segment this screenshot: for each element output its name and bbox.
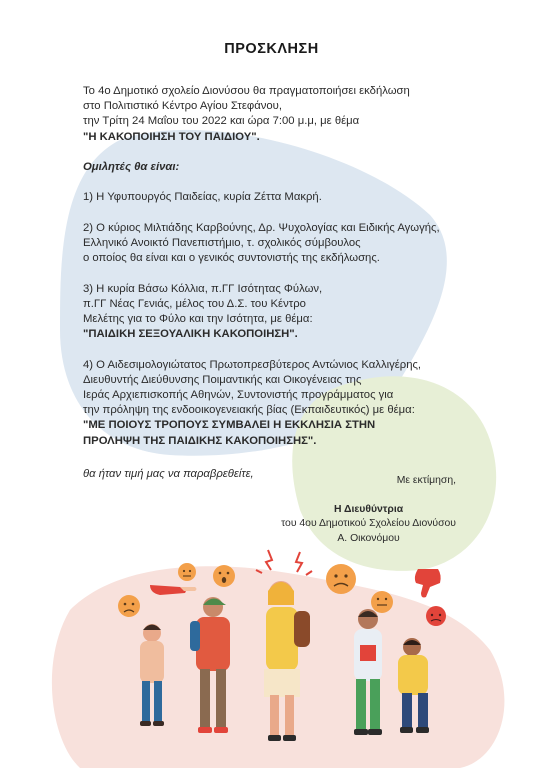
speaker-4-theme: "ΜΕ ΠΟΙΟΥΣ ΤΡΟΠΟΥΣ ΣΥΜΒΑΛΕΙ Η ΕΚΚΛΗΣΙΑ ΣΤΗΝ bbox=[83, 419, 376, 432]
angry-emoji-icon bbox=[178, 563, 196, 581]
child-figure-2 bbox=[190, 597, 230, 733]
speaker-4-line: Διευθυντής Διεύθυνσης Ποιμαντικής και Οικογένειας της bbox=[83, 373, 362, 386]
children-emotions-illustration bbox=[0, 535, 543, 768]
speakers-heading: Ομιλητές θα είναι: bbox=[83, 161, 180, 173]
event-theme: "Η ΚΑΚΟΠΟΙΗΣΗ ΤΟΥ ΠΑΙΔΙΟΥ". bbox=[83, 130, 260, 143]
speaker-1: 1) Η Υφυπουργός Παιδείας, κυρία Ζέττα Μακρή. bbox=[83, 191, 322, 204]
speaker-2-line: ο οποίος θα είναι και ο γενικός συντονιστής της εκδήλωσης. bbox=[83, 252, 380, 265]
speaker-4-theme: ΠΡΟΛΗΨΗ ΤΗΣ ΠΑΙΔΙΚΗΣ ΚΑΚΟΠΟΙΗΣΗΣ". bbox=[83, 434, 317, 447]
child-figure-5 bbox=[398, 638, 429, 733]
page-title: ΠΡΟΣΚΛΗΣΗ bbox=[224, 41, 319, 57]
regards-text: Με εκτίμηση, bbox=[396, 475, 456, 486]
signer-organization: του 4ου Δημοτικού Σχολείου Διονύσου bbox=[281, 518, 456, 530]
speaker-4-line: Ιεράς Αρχιεπισκοπής Αθηνών, Συντονιστής προγράμματος για bbox=[83, 388, 394, 401]
sad-emoji-icon bbox=[118, 595, 140, 617]
speaker-3-theme: "ΠΑΙΔΙΚΗ ΣΕΞΟΥΑΛΙΚΗ ΚΑΚΟΠΟΙΗΣΗ". bbox=[83, 328, 298, 341]
mad-emoji-icon bbox=[426, 606, 446, 626]
worried-emoji-icon bbox=[371, 591, 393, 613]
child-figure-3 bbox=[264, 581, 310, 741]
shock-lines-icon bbox=[256, 550, 312, 575]
invitation-body bbox=[83, 84, 503, 449]
shocked-emoji-icon bbox=[213, 565, 235, 587]
speaker-4-line: 4) Ο Αιδεσιμολογιώτατος Πρωτοπρεσβύτερος Αντώνιος Καλλιγέρης, bbox=[83, 358, 422, 371]
speaker-3-line: π.ΓΓ Νέας Γενιάς, μέλος του Δ.Σ. του Κέντρο bbox=[83, 297, 306, 310]
speaker-2-line: Ελληνικό Ανοικτό Πανεπιστήμιο, τ. σχολικός σύμβουλος bbox=[83, 236, 361, 249]
signer-role: Η Διευθύντρια bbox=[333, 503, 404, 515]
child-figure-4 bbox=[354, 609, 382, 735]
speaker-2-line: 2) Ο κύριος Μιλτιάδης Καρβούνης, Δρ. Ψυχολογίας και Ειδικής Αγωγής, bbox=[83, 221, 440, 234]
frown-emoji-icon bbox=[326, 564, 356, 594]
intro-line: στο Πολιτιστικό Κέντρο Αγίου Στεφάνου, bbox=[83, 100, 282, 113]
speaker-4-line: την πρόληψη της ενδοοικογενειακής βίας (Εκπαιδευτικός) με θέμα: bbox=[83, 404, 415, 417]
pointing-hand-icon bbox=[150, 585, 197, 595]
thumbs-down-icon bbox=[415, 569, 441, 598]
closing-line: θα ήταν τιμή μας να παραβρεθείτε, bbox=[83, 468, 254, 480]
intro-line: την Τρίτη 24 Μαΐου του 2022 και ώρα 7:00 μ.μ, με θέμα bbox=[83, 115, 360, 128]
speaker-3-line: Μελέτης για το Φύλο και την Ισότητα, με θέμα: bbox=[83, 312, 313, 325]
intro-line: Το 4ο Δημοτικό σχολείο Διονύσου θα πραγματοποιήσει εκδήλωση bbox=[83, 85, 410, 97]
speaker-3-line: 3) Η κυρία Βάσω Κόλλια, π.ΓΓ Ισότητας Φύλων, bbox=[83, 282, 323, 295]
signer-name: Α. Οικονόμου bbox=[337, 532, 400, 544]
child-figure-1 bbox=[140, 624, 164, 726]
